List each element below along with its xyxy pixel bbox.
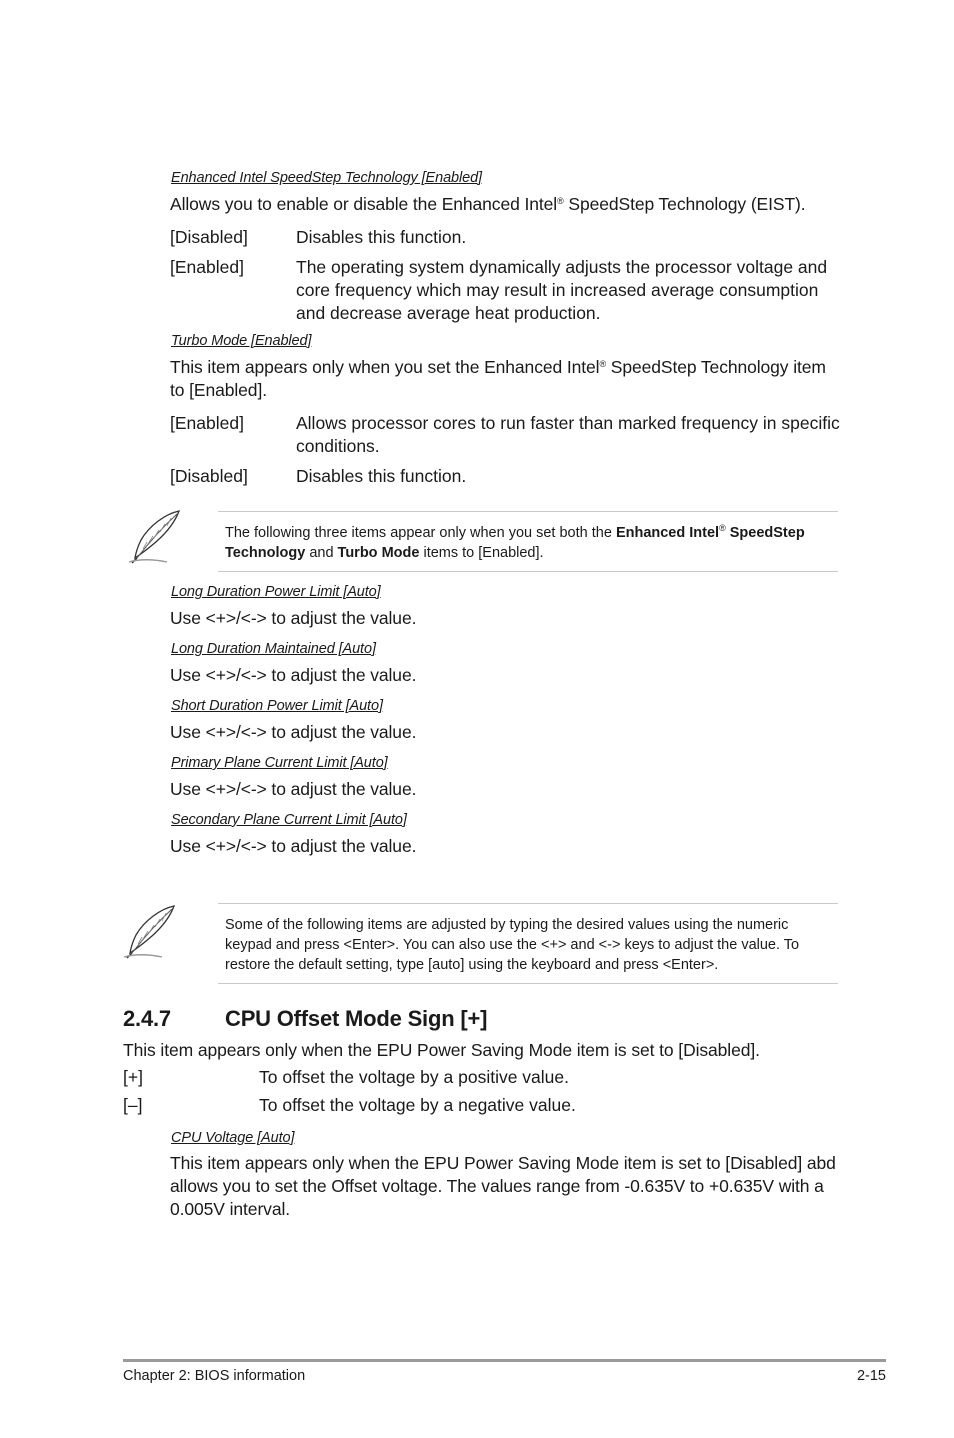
- power-item-desc: Use <+>/<-> to adjust the value.: [170, 836, 417, 856]
- note-bottom-rule: [218, 983, 838, 984]
- offset-option-desc: To offset the voltage by a negative value.: [259, 1095, 576, 1115]
- turbo-option-desc: Disables this function.: [296, 466, 467, 486]
- turbo-title: Turbo Mode [Enabled]: [171, 333, 312, 349]
- power-item-title: Short Duration Power Limit [Auto]: [171, 698, 383, 714]
- power-item-desc: Use <+>/<-> to adjust the value.: [170, 779, 417, 799]
- footer-page-number: 2-15: [856, 1368, 886, 1384]
- note-keypad-entry: Some of the following items are adjusted by typing the desired values using the numeric keypad and press <Enter>. You can also use the <+> and <-> keys to adjust the value. To restore the default setting, type [auto] using the keyboard and press <Enter>.: [225, 917, 800, 973]
- cpu-voltage-description: This item appears only when the EPU Power Saving Mode item is set to [Disabled] abd allows you to set the Offset voltage. The values range from -0.635V to +0.635V with a 0.005V interval.: [170, 1153, 836, 1219]
- eist-title: Enhanced Intel SpeedStep Technology [Enabled]: [171, 170, 482, 186]
- eist-option-desc: Disables this function.: [296, 227, 467, 247]
- power-item-title: Long Duration Maintained [Auto]: [171, 641, 376, 657]
- eist-option-key: [Disabled]: [170, 227, 248, 247]
- turbo-option-key: [Enabled]: [170, 413, 244, 433]
- turbo-option-desc: Allows processor cores to run faster than marked frequency in specific conditions.: [296, 413, 840, 456]
- section-title: CPU Offset Mode Sign [+]: [225, 1006, 488, 1031]
- eist-description: Allows you to enable or disable the Enhanced Intel® SpeedStep Technology (EIST).: [170, 194, 806, 214]
- power-item-desc: Use <+>/<-> to adjust the value.: [170, 722, 417, 742]
- turbo-description: This item appears only when you set the Enhanced Intel® SpeedStep Technology item to [Enabled].: [170, 357, 826, 400]
- footer-chapter: Chapter 2: BIOS information: [123, 1368, 306, 1384]
- feather-pen-icon: [127, 508, 185, 566]
- offset-option-key: [+]: [123, 1067, 143, 1087]
- eist-option-key: [Enabled]: [170, 257, 244, 277]
- power-item-title: Long Duration Power Limit [Auto]: [171, 584, 381, 600]
- power-item-desc: Use <+>/<-> to adjust the value.: [170, 608, 417, 628]
- cpu-voltage-title: CPU Voltage [Auto]: [171, 1130, 295, 1146]
- eist-option-desc: The operating system dynamically adjusts the processor voltage and core frequency which may result in increased average consumption and decrease average heat production.: [296, 257, 828, 323]
- offset-option-desc: To offset the voltage by a positive value.: [259, 1067, 570, 1087]
- power-item-title: Primary Plane Current Limit [Auto]: [171, 755, 388, 771]
- offset-option-key: [–]: [123, 1095, 143, 1115]
- note-bottom-rule: [218, 571, 838, 572]
- section-description: This item appears only when the EPU Power Saving Mode item is set to [Disabled].: [123, 1040, 760, 1060]
- note-top-rule: [218, 903, 838, 904]
- feather-pen-icon: [122, 903, 180, 961]
- footer-rule: [123, 1359, 886, 1362]
- section-number: 2.4.7: [123, 1006, 171, 1031]
- note-eist-turbo: The following three items appear only when you set both the Enhanced Intel® SpeedStep Technology and Turbo Mode items to [Enabled].: [225, 523, 805, 561]
- turbo-option-key: [Disabled]: [170, 466, 248, 486]
- power-item-title: Secondary Plane Current Limit [Auto]: [171, 812, 407, 828]
- power-item-desc: Use <+>/<-> to adjust the value.: [170, 665, 417, 685]
- note-top-rule: [218, 511, 838, 512]
